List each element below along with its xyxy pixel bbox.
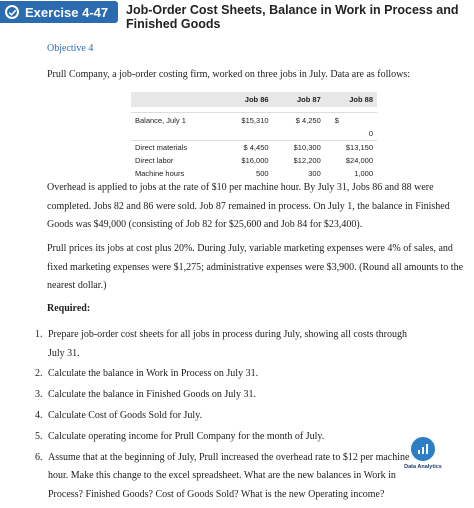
exercise-label: Exercise 4-47 [25, 4, 109, 20]
table-header-cell [131, 92, 220, 107]
table-cell: 300 [308, 169, 321, 178]
question-text: Calculate operating income for Prull Company for the month of July. [48, 431, 325, 443]
table-header-cell: Job 88 [325, 92, 377, 107]
table-cell: $13,150 [325, 141, 377, 155]
data-analytics-label: Data Analytics [404, 464, 442, 470]
question-item [35, 326, 415, 363]
table-row [131, 127, 377, 141]
table-row [131, 141, 377, 155]
objective-link[interactable]: Objective 4 [47, 43, 94, 54]
exercise-header [0, 0, 474, 36]
question-text: Assume that at the beginning of July, Prull increased the overhead rate to $12 per machine hour. Make this change to the excel spreadsheet. What are the new balances in Work in Process? Finished Goods? Cost of Goods Sold? What is the new Operating income? [48, 451, 410, 500]
exercise-title: Job-Order Cost Sheets, Balance in Work in Process and Finished Goods [126, 3, 459, 31]
question-number: 1. [35, 329, 43, 340]
table-cell: 0 [368, 129, 373, 138]
table-cell: $16,000 [241, 156, 269, 165]
overhead-paragraph: Overhead is applied to jobs at the rate of $10 per machine hour. By July 31, Jobs 86 and 88 were completed. Jobs 82 and 86 were sold. Job 87 remained in process. On July 1, the balance in Finished Goods was $49,000 (consisting of Job 82 for $25,600 and Job 84 for $23,400). [47, 182, 450, 230]
row-label: Balance, July 1 [131, 113, 220, 128]
question-text: Calculate Cost of Goods Sold for July. [48, 410, 203, 422]
table-cell: $ [325, 113, 377, 128]
table-header-row [131, 92, 377, 107]
question-number: 5. [35, 431, 43, 443]
questions-list [35, 326, 415, 507]
table-header-cell: Job 86 [220, 92, 272, 107]
question-item [35, 386, 415, 405]
question-text: Calculate the balance in Work in Process on July 31. [48, 368, 259, 380]
intro-paragraph: Prull Company, a job-order costing firm, worked on three jobs in July. Data are as follows: [47, 69, 411, 80]
table-row [131, 154, 377, 167]
table-cell: $10,300 [273, 141, 325, 155]
row-label: Machine hours [135, 169, 185, 178]
row-label: Direct materials [131, 141, 220, 155]
table-cell: $ 4,250 [273, 113, 325, 128]
table-cell: 1,000 [354, 169, 373, 178]
question-item [35, 365, 415, 384]
question-text: Prepare job-order cost sheets for all jobs in process during July, showing all costs through July 31. [48, 329, 408, 359]
row-label: Direct labor [135, 156, 174, 165]
question-number: 3. [35, 389, 43, 401]
exercise-badge[interactable] [0, 1, 118, 23]
check-circle-icon [5, 5, 19, 19]
bar-chart-icon [411, 437, 435, 461]
question-text: Calculate the balance in Finished Goods on July 31. [48, 389, 257, 401]
table-row [131, 113, 377, 128]
job-data-table [131, 92, 377, 180]
table-header-cell: Job 87 [273, 92, 325, 107]
table-cell: $15,310 [220, 113, 272, 128]
data-analytics-badge[interactable] [400, 437, 446, 470]
question-number: 4. [35, 410, 43, 422]
table-cell: $12,200 [293, 156, 321, 165]
question-number: 2. [35, 368, 43, 380]
table-cell: $24,000 [345, 156, 373, 165]
question-item [35, 407, 415, 426]
question-item [35, 449, 415, 505]
required-heading: Required: [47, 303, 91, 314]
pricing-paragraph: Prull prices its jobs at cost plus 20%. During July, variable marketing expenses were 4% of sales, and fixed marketing expenses were $1,275; administrative expenses were $3,900. (Round all amounts to the nearest dollar.) [47, 243, 464, 291]
table-cell: 500 [256, 169, 269, 178]
table-cell: $ 4,450 [220, 141, 272, 155]
question-number: 6. [35, 451, 43, 463]
question-item [35, 428, 415, 447]
